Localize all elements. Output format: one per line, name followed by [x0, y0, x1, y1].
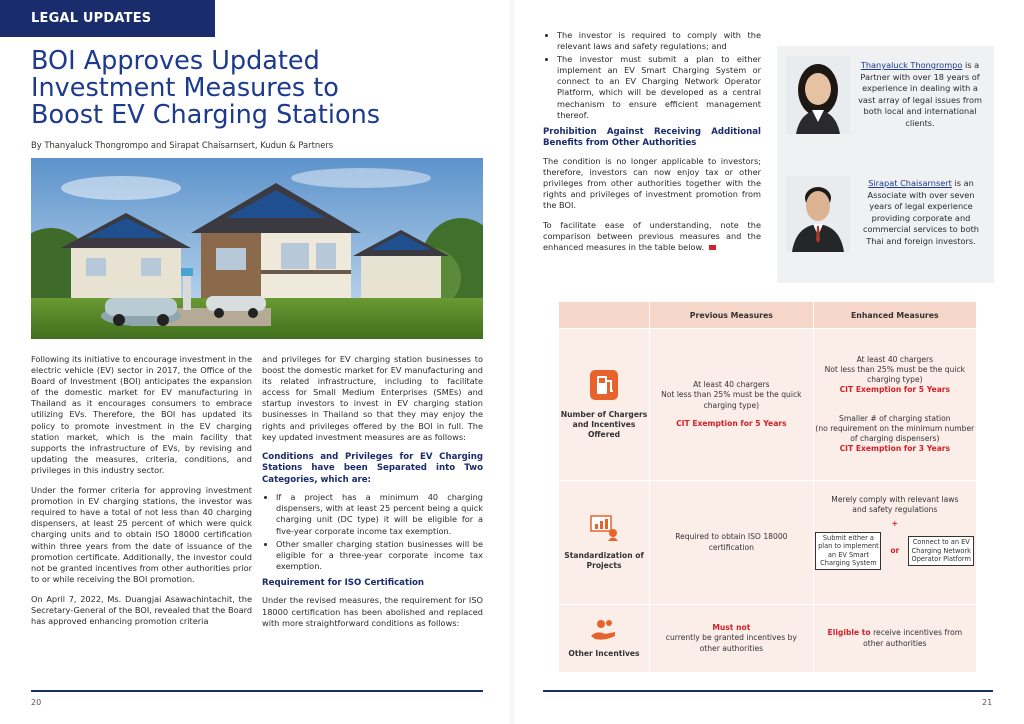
previous-measure-cell: [650, 329, 814, 481]
bullet-list: [262, 492, 483, 572]
enhanced-measure-cell: [813, 329, 976, 481]
cell-line: At least 40 chargers: [856, 354, 934, 364]
paragraph-text: To facilitate ease of understanding, note the comparison between previous measures and the enhanced measures in the table below.: [543, 220, 761, 253]
cell-line: At least 40 chargers: [693, 380, 770, 390]
subheading: Conditions and Privileges for EV Charging Stations have been Separated into Two Categories, which are:: [262, 451, 483, 485]
row-label-text: Number of Chargers and Incentives Offered: [560, 409, 648, 440]
table-header-row: [559, 302, 977, 329]
previous-measure-cell: [650, 605, 814, 673]
option-box-smart-charging: Submit either a plan to implement an EV Smart Charging System: [815, 532, 881, 570]
cell-line: Not less than 25% must be the quick charging type): [661, 390, 802, 410]
row-label-cell: [559, 605, 650, 673]
subheading: Requirement for ISO Certification: [262, 577, 425, 588]
author-name-link[interactable]: Thanyaluck Thongrompo: [860, 60, 963, 70]
byline: By Thanyaluck Thongrompo and Sirapat Chaisarnsert, Kudun & Partners: [31, 140, 334, 150]
standards-chart-icon: [589, 514, 619, 545]
page-gutter: [510, 0, 514, 724]
cell-line: (no requirement on the minimum number of charging dispensers): [815, 423, 975, 443]
left-column-1: [31, 354, 252, 636]
row-label-cell: [559, 481, 650, 605]
table-header-empty: [559, 302, 650, 329]
paragraph: Following its initiative to encourage investment in the electric vehicle (EV) sector in 2017, the Office of the Board of Investment (BOI) anticipates the expansion of the domestic market for EV manufacturing in Thailand as it encourages consumers to embrace utilizing EVs. Therefore, the BOI has updated its policy to promote investment in the EV charging station market, which is the main facility that supports the infrastructure of EVs, by revising and updating the measures, criteria, conditions, and privileges in this industry sector.: [31, 354, 252, 475]
paragraph: and privileges for EV charging station businesses to boost the domestic market for EV manufacturing and its related infrastructure, including to facilitate access for Small Medium Enterprises (SMEs) and startup investors to invest in EV charging station businesses in Thailand so that they may enjoy the rights and privileges offered by the BOI in full. The key updated investment measures are as follows:: [262, 354, 483, 442]
option-boxes: [815, 532, 975, 570]
enhanced-measure-cell: [813, 481, 976, 605]
list-item: • Other smaller charging station businesses will be eligible for a three-year corporate income tax exemption.: [276, 539, 483, 572]
table-header-previous: Previous Measures: [650, 302, 814, 329]
footer-rule-right: [543, 690, 993, 692]
title-line-3: Boost EV Charging Stations: [31, 100, 381, 130]
paragraph: Under the former criteria for approving investment promotion in EV charging stations, the investor was required to have a total of not less than 40 charging dispensers, at least 25 percent of which were quick charging units and to obtain ISO 18000 certification within three years from the date of issuance of the promotion certificate. Additionally, the investor could not be granted incentives from other authorities prior to or while receiving the BOI promotion.: [31, 485, 252, 584]
author-bio-thanyaluck: [855, 60, 985, 130]
cell-line: receive incentives from other authorities: [863, 628, 963, 648]
author-bio-text: is a Partner with over 18 years of experience in dealing with a vast array of legal issues from both local and international clients.: [858, 60, 982, 128]
author-photo-sirapat: [786, 176, 850, 252]
previous-measure-cell: [650, 481, 814, 605]
cell-line: Merely comply with relevant laws and safety regulations: [831, 495, 959, 515]
highlight-text: CIT Exemption for 3 Years: [839, 444, 951, 454]
section-tab: LEGAL UPDATES: [0, 0, 215, 37]
subheading: Prohibition Against Receiving Additional Benefits from Other Authorities: [543, 126, 761, 149]
end-mark-icon: [709, 245, 716, 250]
enhanced-measure-cell: [813, 605, 976, 673]
cell-line: currently be granted incentives by other authorities: [665, 633, 797, 653]
hero-image-houses-ev-charging: [31, 158, 483, 339]
cell-line: Required to obtain ISO 18000 certification: [675, 532, 788, 552]
footer-rule-left: [31, 690, 483, 692]
article-title: [31, 48, 491, 129]
incentive-hand-coins-icon: [589, 618, 619, 645]
right-column: [543, 30, 761, 254]
row-label-text: Standardization of Projects: [564, 550, 644, 571]
author-photo-thanyaluck: [786, 56, 850, 134]
page-number-right: 21: [982, 698, 993, 707]
highlight-text: CIT Exemption for 5 Years: [839, 385, 951, 395]
paragraph: The condition is no longer applicable to investors; therefore, investors can now enjoy tax or other privileges from other authorities together with the rights and privileges of investment promotion from the BOI.: [543, 155, 761, 211]
author-name-link[interactable]: Sirapat Chaisarnsert: [868, 178, 952, 188]
left-column-2: [262, 354, 483, 638]
paragraph: [543, 220, 761, 253]
highlight-text: CIT Exemption for 5 Years: [676, 418, 787, 428]
or-label: or: [890, 545, 900, 555]
title-line-1: BOI Approves Updated: [31, 46, 320, 76]
comparison-table: [558, 301, 977, 673]
plus-sign: +: [891, 519, 899, 529]
list-item: • The investor is required to comply with the relevant laws and safety regulations; and: [557, 30, 761, 52]
paragraph: Under the revised measures, the requirement for ISO 18000 certification has been abolished and replaced with more straightforward conditions as follows:: [262, 595, 483, 628]
table-header-enhanced: Enhanced Measures: [813, 302, 976, 329]
table-row: [559, 481, 977, 605]
paragraph: On April 7, 2022, Ms. Duangjai Asawachintachit, the Secretary-General of the BOI, revealed that the Board has approved enhancing promotion criteria: [31, 593, 253, 627]
option-box-network-platform: Connect to an EV Charging Network Operator Platform: [908, 536, 974, 566]
ev-charger-icon: [589, 369, 619, 404]
table-row: [559, 605, 977, 673]
row-label-cell: [559, 329, 650, 481]
author-bio-sirapat: [855, 178, 987, 248]
list-item: • If a project has a minimum 40 charging dispensers, with at least 25 percent being a quick charging unit (DC type) it will be eligible for a five-year corporate income tax exemption.: [276, 492, 483, 536]
highlight-text: Must not: [712, 623, 751, 633]
highlight-text: Eligible to: [827, 628, 871, 638]
title-line-2: Investment Measures to: [31, 73, 339, 103]
row-label-text: Other Incentives: [568, 649, 640, 658]
page-number-left: 20: [31, 698, 42, 707]
bullet-list: [543, 30, 761, 121]
table-row: [559, 329, 977, 481]
author-bio-text: is an Associate with over seven years of legal experience providing corporate and commercial services to both Thai and foreign investors.: [863, 178, 979, 246]
cell-line: Not less than 25% must be the quick charging type): [824, 364, 966, 385]
cell-line: Smaller # of charging station: [839, 413, 951, 423]
list-item: • The investor must submit a plan to either implement an EV Smart Charging System or connect to an EV Charging Network Operator Platform, which will be developed as a central mechanism to ensure efficient management thereof.: [557, 54, 761, 121]
